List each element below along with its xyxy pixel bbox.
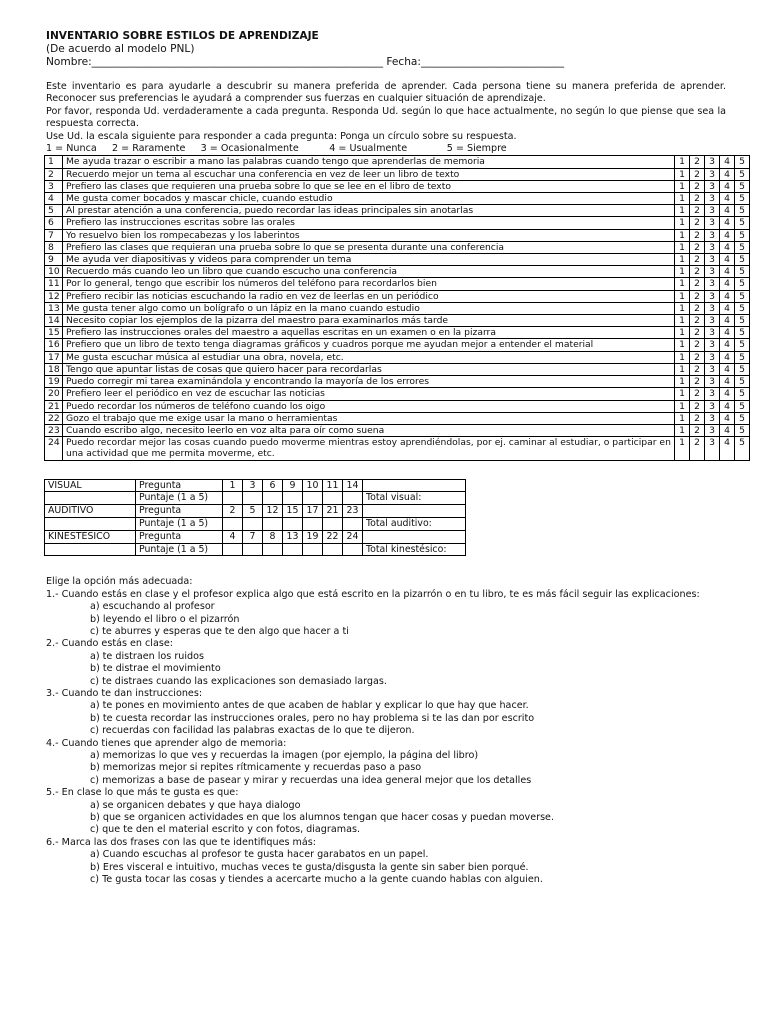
- rating-option-5[interactable]: 5: [735, 156, 750, 168]
- scoring-question-row: [45, 530, 466, 543]
- rating-option-4[interactable]: 4: [720, 315, 735, 327]
- rating-option-2[interactable]: 2: [690, 229, 705, 241]
- rating-option-5[interactable]: 5: [735, 363, 750, 375]
- inventory-row: [45, 315, 750, 327]
- inventory-row: [45, 205, 750, 217]
- question-label: Pregunta: [136, 530, 223, 543]
- score-cell[interactable]: [343, 543, 363, 556]
- item-statement: Yo resuelvo bien los rompecabezas y los laberintos: [63, 229, 675, 241]
- rating-option-2[interactable]: 2: [690, 424, 705, 436]
- item-statement: Prefiero que un libro de texto tenga diagramas gráficos y cuadros porque me ayudan mejor a entender el material: [63, 339, 675, 351]
- item-statement: Al prestar atención a una conferencia, puedo recordar las ideas principales sin anotarlas: [63, 205, 675, 217]
- question-number: 14: [343, 479, 363, 492]
- scale-legend: 1 = Nunca 2 = Raramente 3 = Ocasionalmente 4 = Usualmente 5 = Siempre: [46, 143, 507, 155]
- rating-option-4[interactable]: 4: [720, 266, 735, 278]
- scoring-score-row: [45, 492, 466, 505]
- question-label: Pregunta: [136, 479, 223, 492]
- question-number: 1: [223, 479, 243, 492]
- quiz-question: 6.- Marca las dos frases con las que te identifiques más:: [46, 836, 316, 848]
- rating-option-4[interactable]: 4: [720, 156, 735, 168]
- rating-option-2[interactable]: 2: [690, 168, 705, 180]
- score-cell[interactable]: [283, 517, 303, 530]
- item-statement: Recuerdo más cuando leo un libro que cuando escucho una conferencia: [63, 266, 675, 278]
- rating-option-2[interactable]: 2: [690, 205, 705, 217]
- item-statement: Me gusta escuchar música al estudiar una obra, novela, etc.: [63, 351, 675, 363]
- item-number: 9: [45, 254, 63, 266]
- item-statement: Me ayuda ver diapositivas y videos para comprender un tema: [63, 254, 675, 266]
- quiz-option[interactable]: b) te cuesta recordar las instrucciones orales, pero no hay problema si te las dan por escrito: [90, 712, 535, 724]
- item-number: 19: [45, 376, 63, 388]
- rating-option-5[interactable]: 5: [735, 437, 750, 460]
- quiz-option[interactable]: c) Te gusta tocar las cosas y tiendes a acercarte mucho a la gente cuando hablas con alguien.: [90, 874, 543, 886]
- question-number: 15: [283, 505, 303, 518]
- rating-option-4[interactable]: 4: [720, 351, 735, 363]
- quiz-option[interactable]: c) memorizas a base de pasear y mirar y recuerdas una idea general mejor que los detalles: [90, 774, 532, 786]
- rating-option-4[interactable]: 4: [720, 180, 735, 192]
- rating-option-4[interactable]: 4: [720, 241, 735, 253]
- rating-option-1[interactable]: 1: [675, 363, 690, 375]
- rating-option-1[interactable]: 1: [675, 266, 690, 278]
- item-statement: Prefiero las clases que requieran una prueba sobre lo que se presenta durante una conferencia: [63, 241, 675, 253]
- item-statement: Prefiero las instrucciones escritas sobre las orales: [63, 217, 675, 229]
- rating-option-1[interactable]: 1: [675, 180, 690, 192]
- rating-option-1[interactable]: 1: [675, 278, 690, 290]
- item-number: 7: [45, 229, 63, 241]
- item-statement: Prefiero las instrucciones orales del maestro a aquellas escritas en un examen o en la pizarra: [63, 327, 675, 339]
- item-number: 10: [45, 266, 63, 278]
- item-statement: Prefiero recibir las noticias escuchando la radio en vez de leerlas en un periódico: [63, 290, 675, 302]
- score-label: Puntaje (1 a 5): [136, 517, 223, 530]
- inventory-row: [45, 193, 750, 205]
- rating-option-2[interactable]: 2: [690, 193, 705, 205]
- rating-option-1[interactable]: 1: [675, 351, 690, 363]
- rating-option-2[interactable]: 2: [690, 437, 705, 460]
- rating-option-3[interactable]: 3: [705, 254, 720, 266]
- question-number: 23: [343, 505, 363, 518]
- rating-option-4[interactable]: 4: [720, 388, 735, 400]
- rating-option-2[interactable]: 2: [690, 363, 705, 375]
- rating-option-1[interactable]: 1: [675, 400, 690, 412]
- quiz-question: 2.- Cuando estás en clase:: [46, 638, 173, 650]
- quiz-question: 5.- En clase lo que más te gusta es que:: [46, 787, 239, 799]
- rating-option-5[interactable]: 5: [735, 302, 750, 314]
- item-statement: Recuerdo mejor un tema al escuchar una conferencia en vez de leer un libro de texto: [63, 168, 675, 180]
- style-spacer: [45, 543, 136, 556]
- rating-option-4[interactable]: 4: [720, 363, 735, 375]
- scoring-score-row: [45, 517, 466, 530]
- score-cell[interactable]: [223, 517, 243, 530]
- rating-option-2[interactable]: 2: [690, 290, 705, 302]
- rating-option-5[interactable]: 5: [735, 266, 750, 278]
- inventory-row: [45, 412, 750, 424]
- inventory-row: [45, 241, 750, 253]
- rating-option-5[interactable]: 5: [735, 278, 750, 290]
- rating-option-5[interactable]: 5: [735, 254, 750, 266]
- inventory-row: [45, 424, 750, 436]
- rating-option-4[interactable]: 4: [720, 290, 735, 302]
- intro-paragraph: Este inventario es para ayudarle a descubrir su manera preferida de aprender. Cada persona tiene su manera preferida de aprender. Reconocer sus preferencias le ayudará a comprender sus fuerzas en cualquier situación de aprendizaje.: [46, 81, 726, 105]
- rating-option-4[interactable]: 4: [720, 229, 735, 241]
- rating-option-2[interactable]: 2: [690, 388, 705, 400]
- rating-option-3[interactable]: 3: [705, 168, 720, 180]
- inventory-row: [45, 217, 750, 229]
- total-blank: [363, 479, 466, 492]
- rating-option-3[interactable]: 3: [705, 327, 720, 339]
- question-number: 2: [223, 505, 243, 518]
- score-cell[interactable]: [263, 543, 283, 556]
- question-number: 11: [323, 479, 343, 492]
- rating-option-1[interactable]: 1: [675, 241, 690, 253]
- rating-option-4[interactable]: 4: [720, 339, 735, 351]
- item-statement: Prefiero las clases que requieren una prueba sobre lo que se lee en el libro de texto: [63, 180, 675, 192]
- rating-option-1[interactable]: 1: [675, 290, 690, 302]
- worksheet-page: [46, 30, 745, 886]
- score-cell[interactable]: [323, 492, 343, 505]
- question-number: 13: [283, 530, 303, 543]
- quiz-instruction: Elige la opción más adecuada:: [46, 576, 193, 588]
- item-number: 8: [45, 241, 63, 253]
- question-number: 22: [323, 530, 343, 543]
- question-number: 7: [243, 530, 263, 543]
- rating-option-4[interactable]: 4: [720, 437, 735, 460]
- inventory-row: [45, 290, 750, 302]
- quiz-option[interactable]: a) Cuando escuchas al profesor te gusta hacer garabatos en un papel.: [90, 849, 429, 861]
- rating-option-5[interactable]: 5: [735, 205, 750, 217]
- question-number: 8: [263, 530, 283, 543]
- name-date-line[interactable]: Nombre:_______________________________________________________ Fecha:___________________________: [46, 56, 565, 68]
- rating-option-2[interactable]: 2: [690, 302, 705, 314]
- rating-option-5[interactable]: 5: [735, 351, 750, 363]
- item-number: 3: [45, 180, 63, 192]
- rating-option-3[interactable]: 3: [705, 339, 720, 351]
- rating-option-2[interactable]: 2: [690, 400, 705, 412]
- rating-option-1[interactable]: 1: [675, 302, 690, 314]
- scoring-question-row: [45, 479, 466, 492]
- item-statement: Me ayuda trazar o escribir a mano las palabras cuando tengo que aprenderlas de memoria: [63, 156, 675, 168]
- quiz-option[interactable]: b) leyendo el libro o el pizarrón: [90, 613, 240, 625]
- inventory-row: [45, 254, 750, 266]
- rating-option-3[interactable]: 3: [705, 400, 720, 412]
- item-statement: Por lo general, tengo que escribir los números del teléfono para recordarlos bien: [63, 278, 675, 290]
- rating-option-4[interactable]: 4: [720, 217, 735, 229]
- scoring-question-row: [45, 505, 466, 518]
- score-cell[interactable]: [303, 543, 323, 556]
- item-number: 18: [45, 363, 63, 375]
- quiz-option[interactable]: c) te distraes cuando las explicaciones son demasiado largas.: [90, 675, 387, 687]
- item-number: 13: [45, 302, 63, 314]
- quiz-option[interactable]: c) recuerdas con facilidad las palabras exactas de lo que te dijeron.: [90, 725, 415, 737]
- quiz-option[interactable]: b) Eres visceral e intuitivo, muchas veces te gusta/disgusta la gente sin saber bien porqué.: [90, 861, 529, 873]
- rating-option-5[interactable]: 5: [735, 412, 750, 424]
- rating-option-5[interactable]: 5: [735, 424, 750, 436]
- rating-option-5[interactable]: 5: [735, 241, 750, 253]
- inventory-row: [45, 437, 750, 460]
- total-label: Total kinestésico:: [363, 543, 466, 556]
- rating-option-2[interactable]: 2: [690, 266, 705, 278]
- rating-option-3[interactable]: 3: [705, 437, 720, 460]
- rating-option-1[interactable]: 1: [675, 315, 690, 327]
- item-statement: Puedo recordar los números de teléfono cuando los oigo: [63, 400, 675, 412]
- scoring-table: [44, 479, 466, 557]
- rating-option-4[interactable]: 4: [720, 278, 735, 290]
- question-number: 24: [343, 530, 363, 543]
- rating-option-5[interactable]: 5: [735, 193, 750, 205]
- rating-option-2[interactable]: 2: [690, 376, 705, 388]
- rating-option-3[interactable]: 3: [705, 363, 720, 375]
- rating-option-1[interactable]: 1: [675, 376, 690, 388]
- quiz-option[interactable]: b) que se organicen actividades en que los alumnos tengan que hacer cosas y puedan moverse.: [90, 812, 555, 824]
- item-number: 20: [45, 388, 63, 400]
- item-statement: Puedo corregir mi tarea examinándola y encontrando la mayoría de los errores: [63, 376, 675, 388]
- style-spacer: [45, 517, 136, 530]
- score-cell[interactable]: [303, 492, 323, 505]
- rating-option-2[interactable]: 2: [690, 315, 705, 327]
- total-blank: [363, 530, 466, 543]
- item-number: 22: [45, 412, 63, 424]
- question-number: 9: [283, 479, 303, 492]
- question-number: 12: [263, 505, 283, 518]
- rating-option-1[interactable]: 1: [675, 205, 690, 217]
- rating-option-5[interactable]: 5: [735, 327, 750, 339]
- quiz-option[interactable]: a) memorizas lo que ves y recuerdas la imagen (por ejemplo, la página del libro): [90, 749, 479, 761]
- rating-option-2[interactable]: 2: [690, 327, 705, 339]
- item-statement: Necesito copiar los ejemplos de la pizarra del maestro para examinarlos más tarde: [63, 315, 675, 327]
- intro-paragraph: Por favor, responda Ud. verdaderamente a cada pregunta. Responda Ud. según lo que hace actualmente, no según lo que piense que sea la respuesta correcta.: [46, 105, 726, 130]
- quiz-option[interactable]: a) te distraen los ruidos: [90, 650, 204, 662]
- rating-option-1[interactable]: 1: [675, 217, 690, 229]
- rating-option-5[interactable]: 5: [735, 400, 750, 412]
- inventory-row: [45, 156, 750, 168]
- rating-option-5[interactable]: 5: [735, 180, 750, 192]
- score-cell[interactable]: [223, 543, 243, 556]
- item-number: 11: [45, 278, 63, 290]
- rating-option-1[interactable]: 1: [675, 388, 690, 400]
- rating-option-3[interactable]: 3: [705, 290, 720, 302]
- inventory-row: [45, 327, 750, 339]
- question-number: 19: [303, 530, 323, 543]
- rating-option-5[interactable]: 5: [735, 229, 750, 241]
- rating-option-1[interactable]: 1: [675, 156, 690, 168]
- inventory-row: [45, 351, 750, 363]
- rating-option-3[interactable]: 3: [705, 351, 720, 363]
- item-number: 2: [45, 168, 63, 180]
- item-number: 4: [45, 193, 63, 205]
- inventory-row: [45, 278, 750, 290]
- item-number: 14: [45, 315, 63, 327]
- inventory-row: [45, 400, 750, 412]
- rating-option-3[interactable]: 3: [705, 424, 720, 436]
- rating-option-5[interactable]: 5: [735, 339, 750, 351]
- rating-option-4[interactable]: 4: [720, 168, 735, 180]
- item-number: 15: [45, 327, 63, 339]
- inventory-row: [45, 266, 750, 278]
- rating-option-2[interactable]: 2: [690, 180, 705, 192]
- item-statement: Cuando escribo algo, necesito leerlo en voz alta para oír como suena: [63, 424, 675, 436]
- inventory-row: [45, 363, 750, 375]
- score-cell[interactable]: [323, 543, 343, 556]
- style-spacer: [45, 492, 136, 505]
- score-cell[interactable]: [243, 517, 263, 530]
- rating-option-3[interactable]: 3: [705, 278, 720, 290]
- question-number: 17: [303, 505, 323, 518]
- rating-option-5[interactable]: 5: [735, 376, 750, 388]
- rating-option-2[interactable]: 2: [690, 156, 705, 168]
- rating-option-3[interactable]: 3: [705, 388, 720, 400]
- rating-option-3[interactable]: 3: [705, 302, 720, 314]
- rating-option-4[interactable]: 4: [720, 327, 735, 339]
- quiz-option[interactable]: c) te aburres y esperas que te den algo que hacer a ti: [90, 625, 349, 637]
- item-number: 1: [45, 156, 63, 168]
- rating-option-5[interactable]: 5: [735, 217, 750, 229]
- rating-option-4[interactable]: 4: [720, 424, 735, 436]
- rating-option-4[interactable]: 4: [720, 302, 735, 314]
- item-number: 5: [45, 205, 63, 217]
- rating-option-5[interactable]: 5: [735, 290, 750, 302]
- style-name: VISUAL: [45, 479, 136, 492]
- rating-option-5[interactable]: 5: [735, 388, 750, 400]
- item-statement: Me gusta tener algo como un bolígrafo o un lápiz en la mano cuando estudio: [63, 302, 675, 314]
- question-number: 6: [263, 479, 283, 492]
- rating-option-3[interactable]: 3: [705, 156, 720, 168]
- item-number: 12: [45, 290, 63, 302]
- document-title: INVENTARIO SOBRE ESTILOS DE APRENDIZAJE: [46, 30, 319, 42]
- rating-option-4[interactable]: 4: [720, 254, 735, 266]
- inventory-row: [45, 339, 750, 351]
- item-statement: Me gusta comer bocados y mascar chicle, cuando estudio: [63, 193, 675, 205]
- item-statement: Puedo recordar mejor las cosas cuando puedo moverme mientras estoy aprendiéndolas, por ej. caminar al estudiar, o participar en una actividad que me permita moverme, etc.: [63, 437, 675, 460]
- inventory-row: [45, 168, 750, 180]
- quiz-option[interactable]: a) se organicen debates y que haya dialogo: [90, 799, 301, 811]
- quiz-option[interactable]: c) que te den el material escrito y con fotos, diagramas.: [90, 824, 360, 836]
- rating-option-1[interactable]: 1: [675, 437, 690, 460]
- rating-option-3[interactable]: 3: [705, 205, 720, 217]
- rating-option-5[interactable]: 5: [735, 168, 750, 180]
- rating-option-4[interactable]: 4: [720, 400, 735, 412]
- item-statement: Tengo que apuntar listas de cosas que quiero hacer para recordarlas: [63, 363, 675, 375]
- rating-option-1[interactable]: 1: [675, 254, 690, 266]
- rating-option-2[interactable]: 2: [690, 217, 705, 229]
- question-number: 4: [223, 530, 243, 543]
- rating-option-2[interactable]: 2: [690, 412, 705, 424]
- rating-option-1[interactable]: 1: [675, 424, 690, 436]
- rating-option-2[interactable]: 2: [690, 241, 705, 253]
- question-number: 5: [243, 505, 263, 518]
- rating-option-3[interactable]: 3: [705, 376, 720, 388]
- inventory-table: [44, 155, 750, 460]
- item-number: 21: [45, 400, 63, 412]
- rating-option-3[interactable]: 3: [705, 266, 720, 278]
- inventory-row: [45, 229, 750, 241]
- item-statement: Prefiero leer el periódico en vez de escuchar las noticias: [63, 388, 675, 400]
- score-cell[interactable]: [343, 517, 363, 530]
- rating-option-1[interactable]: 1: [675, 193, 690, 205]
- inventory-row: [45, 180, 750, 192]
- quiz-option[interactable]: b) memorizas mejor si repites rítmicamente y recuerdas paso a paso: [90, 762, 422, 774]
- score-cell[interactable]: [323, 517, 343, 530]
- score-cell[interactable]: [263, 517, 283, 530]
- item-number: 23: [45, 424, 63, 436]
- style-name: KINESTESICO: [45, 530, 136, 543]
- rating-option-3[interactable]: 3: [705, 229, 720, 241]
- quiz-question: 3.- Cuando te dan instrucciones:: [46, 687, 203, 699]
- inventory-row: [45, 376, 750, 388]
- total-blank: [363, 505, 466, 518]
- rating-option-3[interactable]: 3: [705, 217, 720, 229]
- item-number: 16: [45, 339, 63, 351]
- quiz-option[interactable]: a) escuchando al profesor: [90, 601, 215, 613]
- scoring-score-row: [45, 543, 466, 556]
- rating-option-3[interactable]: 3: [705, 180, 720, 192]
- question-label: Pregunta: [136, 505, 223, 518]
- item-statement: Gozo el trabajo que me exige usar la mano o herramientas: [63, 412, 675, 424]
- inventory-row: [45, 302, 750, 314]
- document-subtitle: (De acuerdo al modelo PNL): [46, 43, 195, 55]
- question-number: 21: [323, 505, 343, 518]
- question-number: 10: [303, 479, 323, 492]
- question-number: 3: [243, 479, 263, 492]
- rating-option-3[interactable]: 3: [705, 412, 720, 424]
- score-cell[interactable]: [223, 492, 243, 505]
- rating-option-4[interactable]: 4: [720, 376, 735, 388]
- inventory-row: [45, 388, 750, 400]
- quiz-question: 1.- Cuando estás en clase y el profesor explica algo que está escrito en la pizarrón o en tu libro, te es más fácil seguir las explicaciones:: [46, 588, 700, 600]
- score-label: Puntaje (1 a 5): [136, 543, 223, 556]
- item-number: 6: [45, 217, 63, 229]
- rating-option-1[interactable]: 1: [675, 168, 690, 180]
- quiz-option[interactable]: a) te pones en movimiento antes de que acaben de hablar y explicar lo que hay que hacer.: [90, 700, 529, 712]
- quiz-option[interactable]: b) te distrae el movimiento: [90, 663, 221, 675]
- rating-option-3[interactable]: 3: [705, 193, 720, 205]
- rating-option-5[interactable]: 5: [735, 315, 750, 327]
- score-cell[interactable]: [343, 492, 363, 505]
- score-cell[interactable]: [283, 543, 303, 556]
- total-label: Total visual:: [363, 492, 466, 505]
- score-label: Puntaje (1 a 5): [136, 492, 223, 505]
- rating-option-3[interactable]: 3: [705, 241, 720, 253]
- item-number: 24: [45, 437, 63, 460]
- rating-option-2[interactable]: 2: [690, 351, 705, 363]
- score-cell[interactable]: [243, 543, 263, 556]
- rating-option-2[interactable]: 2: [690, 339, 705, 351]
- rating-option-2[interactable]: 2: [690, 278, 705, 290]
- intro-section: [46, 81, 726, 155]
- rating-option-1[interactable]: 1: [675, 229, 690, 241]
- quiz-section: [46, 576, 726, 886]
- rating-option-1[interactable]: 1: [675, 339, 690, 351]
- score-cell[interactable]: [243, 492, 263, 505]
- rating-option-1[interactable]: 1: [675, 412, 690, 424]
- quiz-question: 4.- Cuando tienes que aprender algo de memoria:: [46, 737, 287, 749]
- score-cell[interactable]: [303, 517, 323, 530]
- score-cell[interactable]: [283, 492, 303, 505]
- rating-option-4[interactable]: 4: [720, 193, 735, 205]
- rating-option-4[interactable]: 4: [720, 205, 735, 217]
- total-label: Total auditivo:: [363, 517, 466, 530]
- scale-instruction: Use Ud. la escala siguiente para responder a cada pregunta: Ponga un círculo sobre su respuesta.: [46, 130, 517, 142]
- rating-option-4[interactable]: 4: [720, 412, 735, 424]
- item-number: 17: [45, 351, 63, 363]
- rating-option-3[interactable]: 3: [705, 315, 720, 327]
- rating-option-1[interactable]: 1: [675, 327, 690, 339]
- style-name: AUDITIVO: [45, 505, 136, 518]
- rating-option-2[interactable]: 2: [690, 254, 705, 266]
- score-cell[interactable]: [263, 492, 283, 505]
